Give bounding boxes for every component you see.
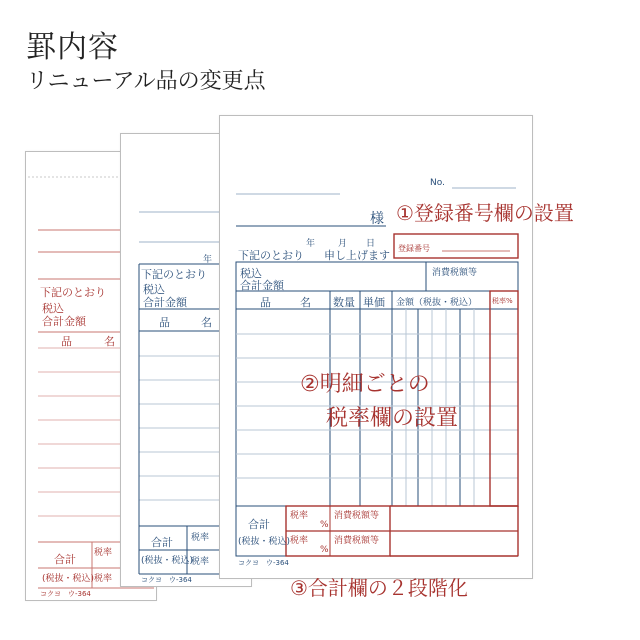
front-no: No.: [430, 178, 445, 188]
front-month: 月: [338, 239, 348, 249]
mid-tax-in: 税込: [143, 283, 165, 296]
front-code: コクヨ ウ-364: [238, 559, 289, 567]
mid-total-amount: 合計金額: [143, 296, 187, 309]
mid-tax-rate-a: 税率: [191, 533, 210, 543]
back-total-sub: (税抜・税込): [42, 574, 95, 584]
mid-code: コクヨ ウ-364: [141, 576, 192, 584]
back-total-label: 合計: [54, 553, 76, 566]
back-item: 品: [61, 335, 72, 348]
back-tax-rate-a: 税率: [94, 548, 113, 558]
back-tax-in: 税込: [42, 302, 64, 315]
sheet-front: [219, 115, 533, 579]
front-day: 日: [366, 239, 376, 249]
front-pct-a: %: [320, 520, 329, 530]
back-code: コクヨ ウ-364: [40, 590, 91, 598]
front-col-unit-price: 単価: [363, 296, 385, 309]
annotation-tax-rate-line2: 税率欄の設置: [326, 406, 459, 431]
annotation-total: ③合計欄の２段階化: [290, 576, 468, 600]
front-total-label: 合計: [248, 518, 270, 531]
front-col-tax-rate: 税率%: [492, 297, 513, 305]
mid-total-sub: (税抜・税込): [141, 556, 194, 566]
front-col-qty: 数量: [333, 296, 355, 309]
mid-as-follows: 下記のとおり: [141, 268, 207, 281]
front-total-amount: 合計金額: [240, 279, 284, 292]
mid-total-label: 合計: [151, 536, 173, 549]
front-moushiage: 申し上げます: [324, 249, 390, 262]
front-col-item: 品: [260, 296, 271, 309]
back-tax-rate-b: 税率: [94, 574, 113, 584]
page-title: 罫内容: [26, 30, 119, 65]
annotation-registration: ①登録番号欄の設置: [396, 201, 574, 225]
front-rate-b: 税率: [290, 536, 309, 546]
front-reg-no: 登録番号: [398, 244, 430, 253]
front-as-follows: 下記のとおり: [238, 249, 304, 262]
front-tax-a: 消費税額等: [334, 511, 380, 521]
front-rate-a: 税率: [290, 511, 309, 521]
mid-tax-rate-b: 税率: [191, 557, 210, 567]
back-total-amount: 合計金額: [42, 315, 86, 328]
front-col-name: 名: [300, 296, 311, 309]
front-total-sub: (税抜・税込): [238, 537, 291, 547]
front-pct-b: %: [320, 545, 329, 555]
back-name: 名: [104, 335, 115, 348]
front-col-amount: 金額（税抜・税込）: [396, 298, 478, 308]
mid-year: 年: [203, 255, 213, 265]
front-tax-b: 消費税額等: [334, 536, 380, 546]
mid-item: 品: [159, 316, 170, 329]
front-consumption-tax: 消費税額等: [432, 268, 478, 278]
back-as-follows: 下記のとおり: [40, 286, 106, 299]
mid-name: 名: [201, 316, 212, 329]
front-tax-in: 税込: [240, 267, 262, 280]
front-year: 年: [306, 239, 316, 249]
annotation-tax-rate-line1: ②明細ごとの: [300, 372, 430, 397]
page-subtitle: リニューアル品の変更点: [26, 69, 266, 94]
front-sama: 様: [370, 211, 384, 227]
